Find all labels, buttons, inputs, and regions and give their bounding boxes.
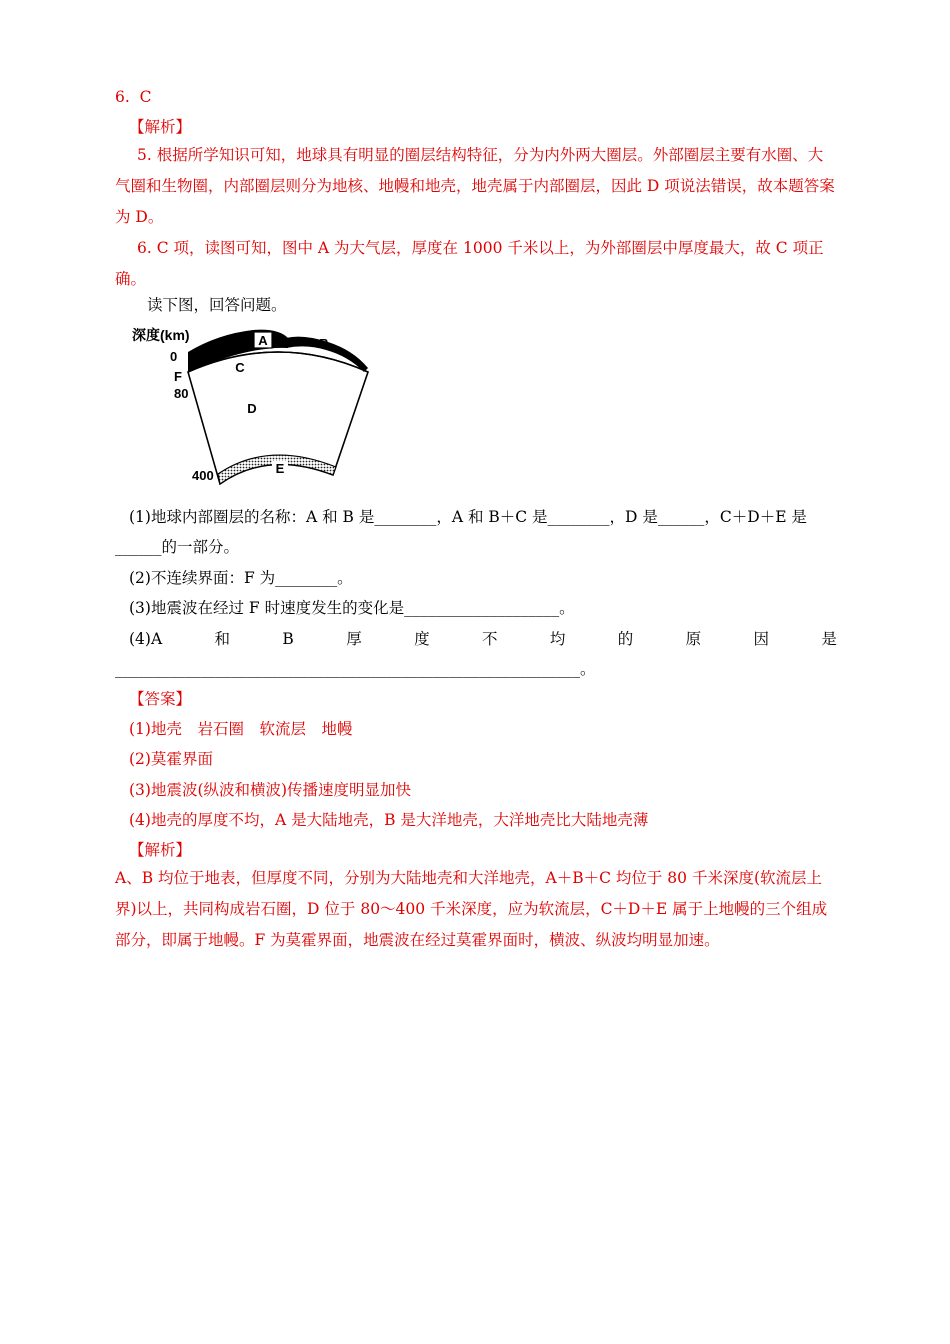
analysis-2-text: A、B 均位于地表，但厚度不同，分别为大陆地壳和大洋地壳，A＋B＋C 均位于 80 千米深度(软流层上界)以上，共同构成岩石圈，D 位于 80～400 千米深度，应为软流层，C＋D＋E 属于上地幔的三个组成部分，即属于地幔。F 为莫霍界面，地震波在经过莫霍界面时，横波、纵波均明显加速。 <box>115 869 828 949</box>
answer-4: (4)地壳的厚度不均，A 是大陆地壳，B 是大洋地壳，大洋地壳比大陆地壳薄 <box>129 811 649 829</box>
analysis-paragraph-6: 6. C 项，读图可知，图中 A 为大气层，厚度在 1000 千米以上，为外部圈层中厚度最大，故 C 项正确。 <box>115 239 824 288</box>
answer-letter: C <box>139 88 152 106</box>
label-e: E <box>275 461 285 476</box>
q4-word: 均 <box>549 630 566 648</box>
q4-word: 和 <box>214 630 231 648</box>
q4-word: 的 <box>617 630 634 648</box>
question-4-line-1 <box>129 628 837 650</box>
analysis-2-tag: 【解析】 <box>129 841 192 859</box>
answer-1: (1)地壳 岩石圈 软流层 地幔 <box>129 720 353 738</box>
q4-word: 原 <box>685 630 702 648</box>
answer-3: (3)地震波(纵波和横波)传播速度明显加快 <box>129 781 412 799</box>
question-6-answer <box>115 86 152 108</box>
analysis-tag: 【解析】 <box>129 118 192 136</box>
question-2: (2)不连续界面：F 为________。 <box>129 569 353 587</box>
answer-tag: 【答案】 <box>129 690 192 708</box>
q4-word: 度 <box>414 630 430 648</box>
label-a: A <box>258 333 268 348</box>
q4-word: 是 <box>821 630 837 648</box>
q4-word: 厚 <box>346 630 362 648</box>
label-c: C <box>235 360 245 375</box>
question-4-line-2: ____________________________________________________________。 <box>115 660 596 678</box>
label-b: B <box>319 336 329 351</box>
q4-word: 因 <box>753 630 770 648</box>
read-figure-prompt: 读下图，回答问题。 <box>147 296 287 314</box>
analysis-paragraph-5: 5. 根据所学知识可知，地球具有明显的圈层结构特征，分为内外两大圈层。外部圈层主要有水圈、大气圈和生物圈，内部圈层则分为地核、地幔和地壳，地壳属于内部圈层，因此 D 项说法错误，故本题答案为 D。 <box>115 146 835 226</box>
earth-layers-diagram <box>128 322 378 492</box>
question-1-line-2: ______的一部分。 <box>115 538 240 556</box>
question-1-line-1: (1)地球内部圈层的名称：A 和 B 是________，A 和 B＋C 是________，D 是______，C＋D＋E 是 <box>129 508 807 526</box>
answer-2: (2)莫霍界面 <box>129 750 213 768</box>
question-number: 6. <box>115 88 130 106</box>
q4-word: B <box>282 630 294 648</box>
depth-label-400: 400 <box>192 468 214 483</box>
depth-label-80: 80 <box>174 386 189 401</box>
label-d: D <box>247 401 257 416</box>
depth-label-0: 0 <box>170 349 178 364</box>
q4-word: 不 <box>481 630 498 648</box>
q4-word: (4)A <box>129 630 163 648</box>
label-f: F <box>174 369 182 384</box>
question-3: (3)地震波在经过 F 时速度发生的变化是____________________。 <box>129 599 575 617</box>
depth-axis-title: 深度(km) <box>132 327 190 343</box>
